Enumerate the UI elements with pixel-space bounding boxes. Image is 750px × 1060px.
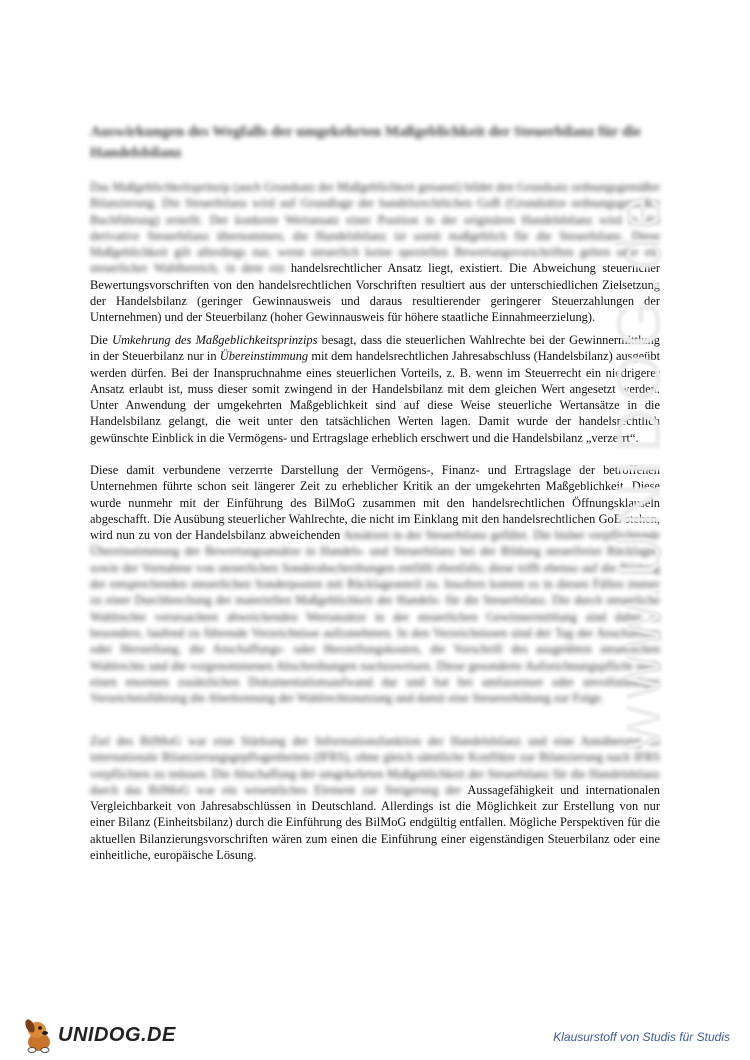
document-title: Auswirkungen des Wegfalls der umgekehrten Maßgeblichkeit der Steuerbilanz für die Handelsbilanz [90,124,641,161]
paragraph-1-text: handelsrechtlicher Ansatz liegt, existiert. Die Abweichung steuerlicher Bewertungsvorschriften von den handelsrechtlichen Vorschriften resultiert aus der unterschiedlichen Zielsetzung der Handelsbilanz (geringer Gewinnausweis und daraus resultierender geringerer Steuerzahlungen der Unternehmen) und der Steuerbilanz (hoher Gewinnausweis für höhere staatliche Einnahmeerzielung). [90,261,660,325]
paragraph-3-text: Diese damit verbundene verzerrte Darstellung der Vermögens-, Finanz- und Ertragslage der betroffenen Unternehmen führte schon seit längerer Zeit zu erheblicher Kritik an der umgekehrten Maßgeblichkeit. Diese wurde nunmehr mit der Einführung des BilMoG zusammen mit den handelsrechtlichen Öffnungsklauseln abgeschafft. Die Ausübung steuerlicher Wahlrechte, die nicht im Einklang mit den handelsrechtlichen GoB stehen, wird nun zu von der Handelsbilanz abweichenden [90,463,660,543]
logo-text: UNIDOG.DE [58,1023,176,1046]
paragraph-2-text-c: mit dem handelsrechtlichen Jahresabschluss (Handelsbilanz) ausgeübt werden dürfen. Bei der Inanspruchnahme eines steuerlichen Vorteils, z. B. wenn im Steuerrecht ein niedrigerer Ansatz erlaubt ist, muss dieser somit zwingend in der Handelsbilanz mit dem gleichen Wert angesetzt werden. Unter Anwendung der umgekehrten Maßgeblichkeit sind auf diese Weise steuerliche Wertansätze in die Handelsbilanz gelangt, die weit unter den tatsächlichen Werten lagen. Damit wurde der handelsrechtlich gewünschte Einblick in die Vermögens- und Ertragslage erheblich erschwert und die Handelsbilanz „verzerrt“. [90,349,661,445]
paragraph-4-blurred: Ziel des BilMoG war eine Stärkung der Informationsfunktion der Handelsbilanz und eine Annäherung an internationale Bilanzierungsgepflogenheiten (IFRS), ohne gleich sämtliche Konflikte zur Bilanzierung nach IFRS verpflichten zu müssen. Die Abschaffung der umgekehrten Maßgeblichkeit der Steuerbilanz für die Handelsbilanz durch das BilMoG war ein wesentliches Element zur Steigerung der [90,734,660,797]
paragraph-4 [90,733,660,863]
paragraph-1 [90,179,660,326]
unidog-logo [22,1015,176,1055]
paragraph-2-emphasis-a: Umkehrung des Maßgeblichkeitsprinzips [112,333,318,347]
paragraph-1-blurred: Das Maßgeblichkeitsprinzip (auch Grundsatz der Maßgeblichkeit genannt) bildet den Grundsatz ordnungsgemäßer Bilanzierung. Die Steuerbilanz wird auf Grundlage der handelsrechtlichen GoB (Grundsätze ordnungsgemäßer Buchführung) erstellt. Der konkrete Wertansatz einer Position in der originären Handelsbilanz wird in die derivative Steuerbilanz übernommen, die Handelsbilanz ist somit maßgeblich für die Steuerbilanz. Diese Maßgeblichkeit gilt allerdings nur, wenn steuerlich keine speziellen Bewertungsvorschriften gelten oder ein steuerlicher Wahlbereich, in dem ein [90,180,660,276]
dog-icon [22,1016,56,1054]
paragraph-2-text-a: Die [90,333,113,347]
paragraph-2 [90,332,660,446]
paragraph-2-emphasis-b: Übereinstimmung [219,349,309,364]
paragraph-4-text: Aussagefähigkeit und internationalen Vergleichbarkeit von Jahresabschlüssen in Deutschland. Allerdings ist die Möglichkeit zur Erstellung von nur einer Bilanz (Einheitsbilanz) durch die Einführung des BilMoG endgültig entfallen. Mögliche Perspektiven für die aktuellen Bilanzierungsvorschriften wären zum einen die Einführung einer eigenständigen Steuerbilanz oder eine einheitliche, europäische Lösung. [90,782,660,863]
footer-tagline: Klausurstoff von Studis für Studis [553,1030,730,1044]
paragraph-3-blurred: Ansätzen in der Steuerbilanz geführt. Die bisher verpflichtende Übereinstimmung der Bewertungsansätze in Handels- und Steuerbilanz bei der Bildung steuerfreier Rücklagen sowie der Vornahme von steuerlichen Sonderabschreibungen entfällt ebenfalls; diese trifft ebenso auf die Bildung der entsprechenden steuerlichen Sonderposten mit Rücklageanteil zu. Insofern kommt es in diesen Fällen immer zu einer Durchbrechung der materiellen Maßgeblichkeit der Handels- für die Steuerbilanz. Die durch steuerliche Wahlrechte verursachten abweichenden Wertansätze in der steuerlichen Gewinnermittlung sind dabei in besondere, laufend zu führende Verzeichnisse aufzunehmen. In den Verzeichnissen sind der Tag der Anschaffung oder Herstellung, die Anschaffungs- oder Herstellungskosten, die Vorschrift des ausgeübten steuerlichen Wahlrechts und die vorgenommenen Abschreibungen nachzuweisen. Diese gesonderte Aufzeichnungspflicht stellt einen enormen zusätzlichen Dokumentationsaufwand dar und hat bei umfassenser oder unvollständiger Verzeichnisführung die Aberkennung der Wahlrechtsnutzung und damit eine Steuererhöhung zur Folge. [90,528,660,706]
paragraph-3 [90,462,660,706]
watermark-text: www.UNIDOG.de [605,189,674,750]
paragraph-2-text-b: besagt, dass die steuerlichen Wahlrechte bei der Gewinnermittlung in der Steuerbilanz nur in [90,333,660,364]
